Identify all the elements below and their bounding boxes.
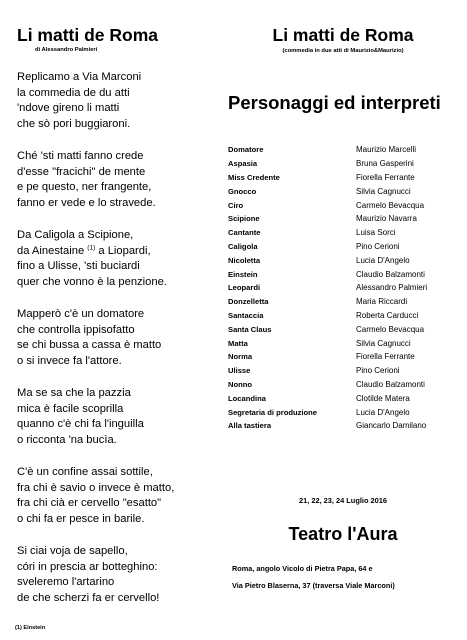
poem-line: o chi fa er pesce in barile. xyxy=(17,512,145,525)
venue-address xyxy=(232,560,462,594)
poem-line: quer che vonno è la penzione. xyxy=(17,275,167,288)
poem-line: Mapperò c'è un domatore xyxy=(17,308,145,320)
poem-line: Replicamo a Via Marconi xyxy=(17,71,142,83)
cast-row xyxy=(228,322,458,336)
cast-row xyxy=(228,364,458,378)
cast-role: Cantante xyxy=(228,228,261,238)
poem-line: che sò pori buggiaroni. xyxy=(17,117,131,130)
poem-line: de che scherzi fa er cervello! xyxy=(17,591,160,604)
cast-role: Locandina xyxy=(228,393,266,403)
cast-role: Leopardi xyxy=(228,283,261,293)
poem-line-with-footnote xyxy=(17,244,222,260)
poem-title: Li matti de Roma xyxy=(17,25,158,45)
cast-list xyxy=(228,143,458,433)
poem-line: quanno c'è chi fa l'inguilla xyxy=(17,418,144,430)
cast-actor: Alessandro Palmieri xyxy=(356,283,428,293)
cast-row xyxy=(228,198,458,212)
address-line: Via Pietro Blaserna, 37 (traversa Viale Marconi) xyxy=(232,581,395,590)
poem-line: che controlla ippisofatto xyxy=(17,323,135,336)
cast-actor: Lucia D'Angelo xyxy=(356,407,410,417)
cast-row xyxy=(228,157,458,171)
cast-role: Einstein xyxy=(228,269,258,279)
cast-actor: Carmelo Bevacqua xyxy=(356,200,425,210)
cast-actor: Fiorella Ferrante xyxy=(356,352,415,362)
cast-actor: Bruna Gasperini xyxy=(356,159,414,169)
stanza xyxy=(17,228,222,290)
cast-role: Domatore xyxy=(228,145,264,155)
poem-author: di Alessandro Palmieri xyxy=(35,47,98,53)
cast-role: Nonno xyxy=(228,379,253,389)
play-subtitle: (commedia in due atti di Maurizio&Maurizio) xyxy=(282,48,404,54)
cast-row xyxy=(228,240,458,254)
poem-line: córi in prescia ar botteghino: xyxy=(17,560,158,573)
poem-line: o ricconta 'na bucìa. xyxy=(17,433,117,446)
poem-line: Ma se sa che la pazzia xyxy=(17,387,131,399)
poem-line-text: da Ainestaine xyxy=(17,244,85,257)
cast-row xyxy=(228,350,458,364)
cast-actor: Maurizio Navarra xyxy=(356,214,417,224)
poem-line: 'ndove gireno li matti xyxy=(17,102,120,114)
cast-actor: Roberta Carducci xyxy=(356,310,419,320)
cast-actor: Maria Riccardi xyxy=(356,297,408,307)
cast-actor: Giancarlo Damilano xyxy=(356,421,427,431)
cast-actor: Carmelo Bevacqua xyxy=(356,324,425,334)
cast-actor: Pino Cerioni xyxy=(356,366,400,376)
cast-actor: Maurizio Marcelli xyxy=(356,145,417,155)
cast-row xyxy=(228,267,458,281)
cast-row xyxy=(228,378,458,392)
cast-role: Segretaria di produzione xyxy=(228,407,318,417)
poem xyxy=(17,70,222,623)
cast-role: Donzelletta xyxy=(228,297,269,307)
poem-line: fra chi è savio o invece è matto, xyxy=(17,481,175,494)
cast-actor: Claudio Balzamonti xyxy=(356,379,425,389)
stanza xyxy=(17,70,222,132)
poem-line: Ché 'sti matti fanno crede xyxy=(17,150,144,162)
cast-row xyxy=(228,309,458,323)
poem-line: fanno er vede e lo stravede. xyxy=(17,196,156,209)
stanza xyxy=(17,544,222,606)
stanza xyxy=(17,307,222,369)
cast-role: Norma xyxy=(228,352,253,362)
cast-row xyxy=(228,184,458,198)
cast-actor: Fiorella Ferrante xyxy=(356,172,415,182)
poem-line: fino a Ulisse, 'sti buciardi xyxy=(17,260,140,272)
cast-role: Santa Claus xyxy=(228,324,272,334)
cast-actor: Lucia D'Angelo xyxy=(356,255,410,265)
play-header xyxy=(228,25,458,54)
footnote: (1) Einstein xyxy=(15,625,46,631)
cast-actor: Silvia Cagnucci xyxy=(356,186,411,196)
cast-role: Aspasia xyxy=(228,159,258,169)
poem-line: sveleremo l'artarino xyxy=(17,576,115,588)
cast-role: Matta xyxy=(228,338,248,348)
cast-row xyxy=(228,419,458,433)
cast-role: Miss Credente xyxy=(228,172,280,182)
cast-row xyxy=(228,295,458,309)
poem-line: Si ciai voja de sapello, xyxy=(17,545,128,557)
cast-role: Nicoletta xyxy=(228,255,261,265)
venue-name: Teatro l'Aura xyxy=(288,524,398,544)
cast-role: Caligola xyxy=(228,241,258,251)
cast-row xyxy=(228,253,458,267)
poem-line: fra chi cià er cervello "esatto" xyxy=(17,497,162,509)
cast-role: Alla tastiera xyxy=(228,421,272,431)
cast-row xyxy=(228,336,458,350)
poem-header xyxy=(17,25,222,53)
cast-actor: Pino Cerioni xyxy=(356,241,400,251)
cast-role: Ciro xyxy=(228,200,244,210)
cast-actor: Silvia Cagnucci xyxy=(356,338,411,348)
cast-row xyxy=(228,143,458,157)
cast-role: Ulisse xyxy=(228,366,251,376)
poem-line: se chi bussa a cassa è matto xyxy=(17,339,162,351)
cast-row xyxy=(228,171,458,185)
poem-line: d'esse "fracichi" de mente xyxy=(17,165,146,178)
cast-heading: Personaggi ed interpreti xyxy=(228,92,441,113)
performance-dates: 21, 22, 23, 24 Luglio 2016 xyxy=(299,496,387,505)
cast-role: Santaccia xyxy=(228,310,264,320)
cast-actor: Clotilde Matera xyxy=(356,393,410,403)
cast-row xyxy=(228,281,458,295)
cast-actor: Claudio Balzamonti xyxy=(356,269,425,279)
footnote-marker: (1) xyxy=(87,243,96,251)
cast-row xyxy=(228,226,458,240)
play-title: Li matti de Roma xyxy=(272,25,414,45)
poem-line: la commedia de du atti xyxy=(17,86,130,99)
poem-line: C'è un confine assai sottile, xyxy=(17,466,153,478)
poem-line: e pe questo, ner frangente, xyxy=(17,181,152,193)
cast-role: Scipione xyxy=(228,214,260,224)
poem-line: mica è facile scoprilla xyxy=(17,402,124,415)
address-line: Roma, angolo Vicolo di Pietra Papa, 64 e xyxy=(232,564,373,573)
cast-row xyxy=(228,391,458,405)
poem-line: Da Caligola a Scipione, xyxy=(17,229,134,241)
poem-line: o si invece fa l'attore. xyxy=(17,354,122,367)
poem-line-text: a Liopardi, xyxy=(95,244,151,257)
cast-row xyxy=(228,405,458,419)
stanza xyxy=(17,386,222,448)
cast-role: Gnocco xyxy=(228,186,257,196)
stanza xyxy=(17,149,222,211)
cast-actor: Luisa Sorci xyxy=(356,228,396,238)
stanza xyxy=(17,465,222,527)
cast-row xyxy=(228,212,458,226)
